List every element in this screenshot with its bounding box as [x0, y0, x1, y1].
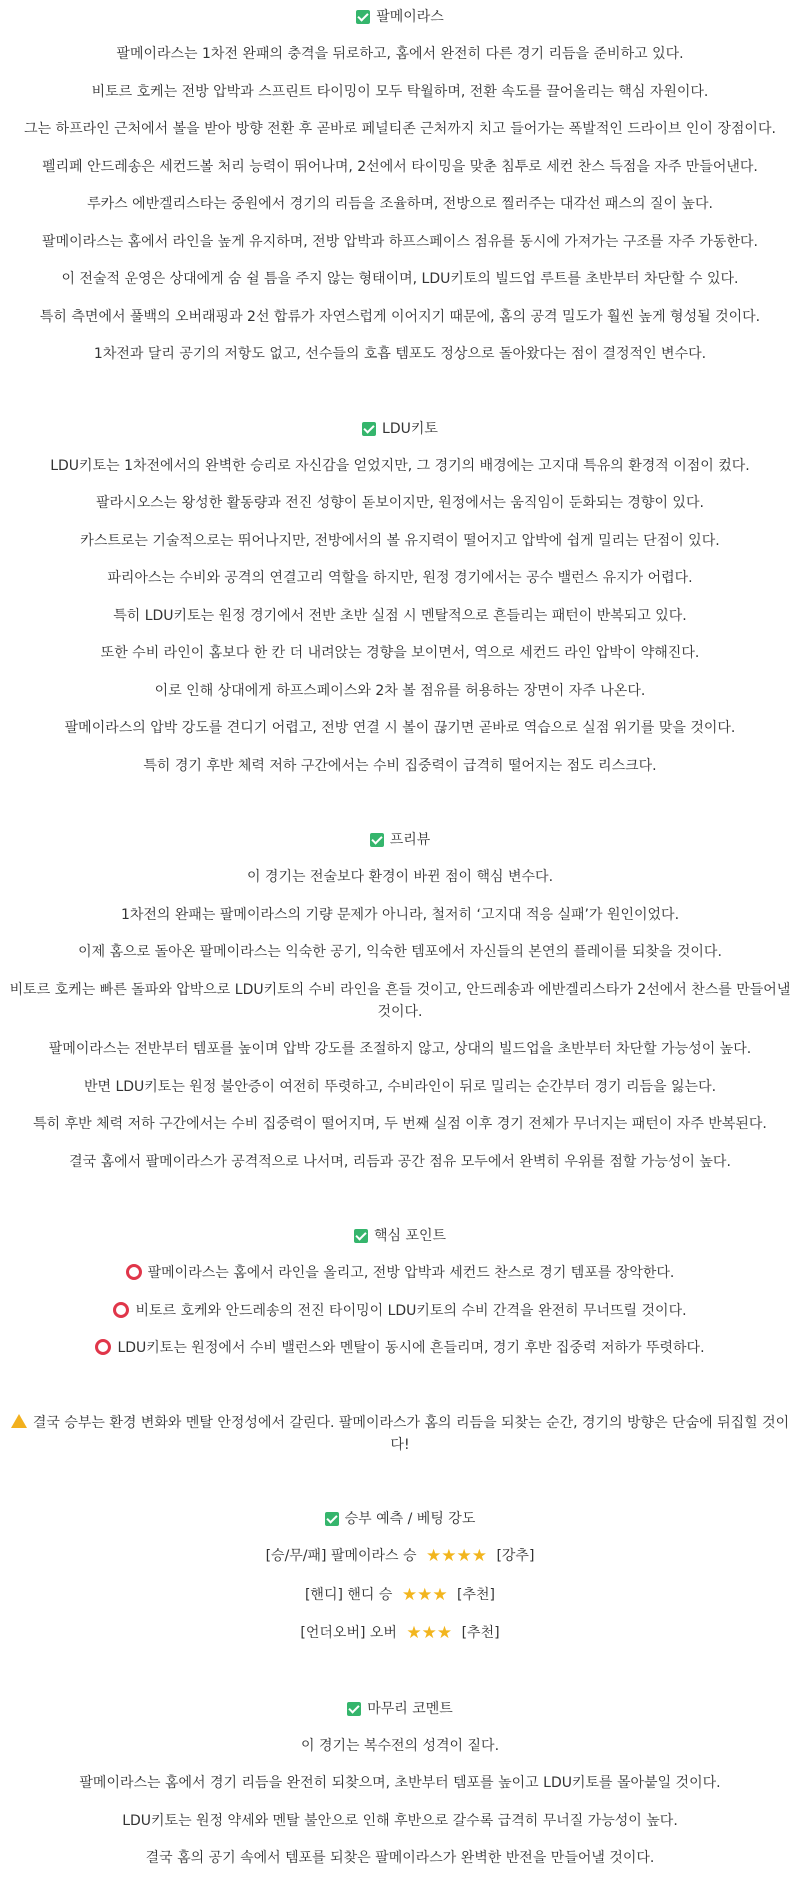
prediction-strength: [강추] — [496, 1548, 535, 1564]
red-circle-icon — [126, 1264, 142, 1280]
paragraph: 특히 LDU키토는 원정 경기에서 전반 초반 실점 시 멘탈적으로 흔들리는 패턴이 반복되고 있다. — [113, 607, 687, 624]
paragraph: 비토르 호케는 빠른 돌파와 압박으로 LDU키토의 수비 라인을 흔들 것이고, 안드레송과 에반겔리스타가 2선에서 찬스를 만들어낼 것이다. — [9, 981, 791, 1020]
section-key-points — [0, 1225, 800, 1359]
key-point-item — [0, 1300, 800, 1322]
section-heading — [0, 1225, 800, 1247]
paragraph: 팔메이라스는 홈에서 경기 리듬을 완전히 되찾으며, 초반부터 템포를 높이고 LDU키토를 몰아붙일 것이다. — [79, 1775, 721, 1791]
star-rating: ★★★ — [406, 1623, 453, 1643]
check-box-icon — [325, 1512, 339, 1526]
paragraph: 특히 측면에서 풀백의 오버래핑과 2선 합류가 자연스럽게 이어지기 때문에, 홈의 공격 밀도가 훨씬 높게 형성될 것이다. — [39, 308, 761, 325]
section-closing — [0, 1698, 800, 1870]
section-heading — [0, 829, 800, 851]
paragraph: 팔메이라스의 압박 강도를 견디기 어렵고, 전방 연결 시 볼이 끊기면 곧바로 역습으로 실점 위기를 맞을 것이다. — [64, 720, 736, 736]
section-title: 핵심 포인트 — [373, 1228, 447, 1244]
paragraph: 1차전과 달리 공기의 저항도 없고, 선수들의 호흡 템포도 정상으로 돌아왔다는 점이 결정적인 변수다. — [93, 346, 707, 362]
prediction-label: [언더오버] 오버 — [300, 1625, 397, 1641]
paragraph: 결국 홈에서 팔메이라스가 공격적으로 나서며, 리듬과 공간 점유 모두에서 완벽히 우위를 점할 가능성이 높다. — [69, 1153, 731, 1170]
star-rating: ★★★★ — [426, 1546, 487, 1566]
paragraph: 카스트로는 기술적으로는 뛰어나지만, 전방에서의 볼 유지력이 떨어지고 압박에 쉽게 밀리는 단점이 있다. — [80, 532, 720, 549]
paragraph: 루카스 에반겔리스타는 중원에서 경기의 리듬을 조율하며, 전방으로 찔러주는 대각선 패스의 질이 높다. — [87, 196, 713, 212]
warning-note — [0, 1412, 800, 1456]
paragraph: 팔메이라스는 전반부터 템포를 높이며 압박 강도를 조절하지 않고, 상대의 빌드업을 초반부터 차단할 가능성이 높다. — [48, 1041, 752, 1057]
warning-text: 결국 승부는 환경 변화와 멘탈 안정성에서 갈린다. 팔메이라스가 홈의 리듬을 되찾는 순간, 경기의 방향은 단숨에 뒤집힐 것이다! — [32, 1414, 790, 1453]
key-point-item — [0, 1337, 800, 1359]
check-box-icon — [362, 422, 376, 436]
red-circle-icon — [95, 1339, 111, 1355]
check-box-icon — [356, 10, 370, 24]
section-heading — [0, 6, 800, 28]
warning-icon — [11, 1414, 27, 1428]
section-title: LDU키토 — [382, 420, 438, 437]
red-circle-icon — [113, 1302, 129, 1318]
paragraph: 비토르 호케는 전방 압박과 스프린트 타이밍이 모두 탁월하며, 전환 속도를 끌어올리는 핵심 자원이다. — [91, 83, 709, 100]
paragraph: 팔메이라스는 홈에서 라인을 높게 유지하며, 전방 압박과 하프스페이스 점유를 동시에 가져가는 구조를 자주 가동한다. — [42, 233, 758, 250]
prediction-strength: [추천] — [457, 1586, 496, 1603]
star-rating: ★★★ — [401, 1584, 448, 1605]
check-box-icon — [354, 1229, 368, 1243]
warning-line — [0, 1412, 800, 1456]
star-icon — [425, 1545, 488, 1568]
paragraph: 이 경기는 전술보다 환경이 바뀐 점이 핵심 변수다. — [246, 869, 554, 885]
paragraph: 또한 수비 라인이 홈보다 한 칸 더 내려앉는 경향을 보이면서, 역으로 세컨드 라인 압박이 약해진다. — [100, 645, 700, 661]
section-title: 프리뷰 — [389, 832, 431, 848]
key-point-text: 비토르 호케와 안드레송의 전진 타이밍이 LDU키토의 수비 간격을 완전히 무너뜨릴 것이다. — [135, 1302, 687, 1319]
prediction-strength: [추천] — [461, 1625, 500, 1641]
prediction-label: [핸디] 핸디 승 — [304, 1586, 393, 1603]
paragraph: 팔메이라스는 1차전 완패의 충격을 뒤로하고, 홈에서 완전히 다른 경기 리듬을 준비하고 있다. — [116, 46, 684, 62]
paragraph: LDU키토는 원정 약세와 멘탈 불안으로 인해 후반으로 갈수록 급격히 무너질 가능성이 높다. — [122, 1812, 678, 1829]
paragraph: 이로 인해 상대에게 하프스페이스와 2차 볼 점유를 허용하는 장면이 자주 나온다. — [154, 682, 646, 699]
section-ldu-quito — [0, 418, 800, 777]
key-point-text: LDU키토는 원정에서 수비 밸런스와 멘탈이 동시에 흔들리며, 경기 후반 집중력 저하가 뚜렷하다. — [117, 1340, 705, 1356]
section-title: 승부 예측 / 베팅 강도 — [344, 1511, 476, 1527]
paragraph: 특히 후반 체력 저하 구간에서는 수비 집중력이 떨어지며, 두 번째 실점 이후 경기 전체가 무너지는 패턴이 자주 반복된다. — [33, 1116, 767, 1132]
paragraph: 이 전술적 운영은 상대에게 숨 쉴 틈을 주지 않는 형태이며, LDU키토의 빌드업 루트를 초반부터 차단할 수 있다. — [61, 271, 739, 287]
paragraph: 결국 홈의 공기 속에서 템포를 되찾은 팔메이라스가 완벽한 반전을 만들어낼 것이다. — [145, 1850, 655, 1866]
paragraph: 특히 경기 후반 체력 저하 구간에서는 수비 집중력이 급격히 떨어지는 점도 리스크다. — [143, 757, 657, 774]
section-preview — [0, 829, 800, 1173]
paragraph: 그는 하프라인 근처에서 볼을 받아 방향 전환 후 곧바로 페널티존 근처까지 치고 들어가는 폭발적인 드라이브 인이 장점이다. — [24, 121, 776, 137]
prediction-item — [0, 1622, 800, 1645]
star-icon — [401, 1584, 449, 1607]
section-predictions — [0, 1508, 800, 1645]
paragraph: 이 경기는 복수전의 성격이 짙다. — [300, 1737, 500, 1754]
prediction-item — [0, 1584, 800, 1607]
section-palmeiras — [0, 6, 800, 365]
check-box-icon — [347, 1702, 361, 1716]
key-point-text: 팔메이라스는 홈에서 라인을 올리고, 전방 압박과 세컨드 찬스로 경기 템포를 장악한다. — [147, 1265, 675, 1281]
check-box-icon — [370, 833, 384, 847]
section-heading — [0, 1698, 800, 1720]
key-point-item — [0, 1262, 800, 1284]
star-icon — [405, 1622, 453, 1645]
paragraph: 파리아스는 수비와 공격의 연결고리 역할을 하지만, 원정 경기에서는 공수 밸런스 유지가 어렵다. — [107, 570, 693, 586]
paragraph: 펠리페 안드레송은 세컨드볼 처리 능력이 뛰어나며, 2선에서 타이밍을 맞춘 침투로 세컨 찬스 득점을 자주 만들어낸다. — [42, 158, 758, 175]
section-title: 마무리 코멘트 — [367, 1700, 453, 1717]
paragraph: 반면 LDU키토는 원정 불안증이 여전히 뚜렷하고, 수비라인이 뒤로 밀리는 순간부터 경기 리듬을 잃는다. — [83, 1078, 717, 1095]
paragraph: 1차전의 완패는 팔메이라스의 기량 문제가 아니라, 철저히 ‘고지대 적응 실패’가 원인이었다. — [120, 906, 680, 923]
paragraph: 팔라시오스는 왕성한 활동량과 전진 성향이 돋보이지만, 원정에서는 움직임이 둔화되는 경향이 있다. — [96, 495, 704, 511]
section-heading — [0, 418, 800, 440]
prediction-label: [승/무/패] 팔메이라스 승 — [265, 1548, 417, 1564]
section-heading — [0, 1508, 800, 1530]
paragraph: LDU키토는 1차전에서의 완벽한 승리로 자신감을 얻었지만, 그 경기의 배경에는 고지대 특유의 환경적 이점이 컸다. — [50, 457, 750, 474]
prediction-item — [0, 1545, 800, 1568]
paragraph: 이제 홈으로 돌아온 팔메이라스는 익숙한 공기, 익숙한 템포에서 자신들의 본연의 플레이를 되찾을 것이다. — [78, 944, 722, 960]
section-title: 팔메이라스 — [376, 9, 444, 25]
